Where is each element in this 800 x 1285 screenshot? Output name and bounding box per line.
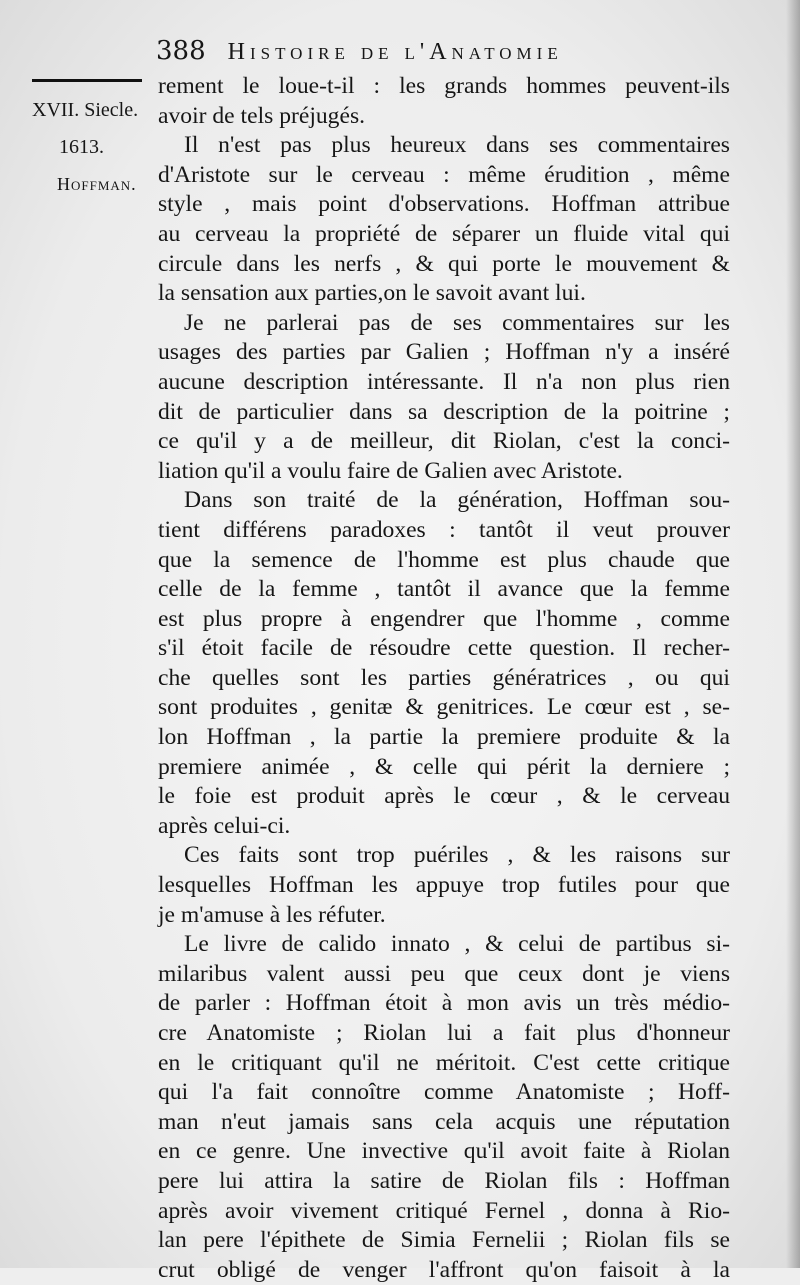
text-line: liation qu'il a voulu faire de Galien avec Aristote.	[158, 457, 623, 484]
text-line: Il n'est pas plus heureux dans ses commentaires	[184, 132, 730, 159]
text-line: cre Anatomiste ; Riolan lui a fait plus d'honneur	[158, 1020, 730, 1046]
text-line: est plus propre à engendrer que l'homme , comme	[158, 605, 730, 632]
text-line: Je ne parlerai pas de ses commentaires sur les	[184, 309, 730, 336]
text-line: qui l'a fait connoître comme Anatomiste ; Hoff-	[158, 1079, 730, 1106]
text-line: ce qu'il y a de meilleur, dit Riolan, c'est la conci-	[158, 428, 730, 455]
text-line: d'Aristote sur le cerveau : même érudition , même	[158, 161, 730, 188]
text-line: lesquelles Hoffman les appuye trop futiles pour que	[158, 872, 730, 899]
text-line: en le critiquant qu'il ne méritoit. C'est cette critique	[158, 1049, 730, 1076]
text-line: que la semence de l'homme est plus chaude que	[158, 546, 730, 573]
page-number: 388	[156, 36, 206, 66]
text-line: la sensation aux parties,on le savoit avant lui.	[158, 280, 586, 307]
text-line: s'il étoit facile de résoudre cette question. Il recher-	[158, 635, 730, 662]
page-header	[156, 36, 716, 72]
text-line: sont produites , genitæ & genitrices. Le cœur est , se-	[158, 694, 730, 721]
text-line: Ces faits sont trop puériles , & les raisons sur	[184, 842, 730, 869]
text-line: en ce genre. Une invective qu'il avoit faite à Riolan	[158, 1138, 730, 1165]
text-line: je m'amuse à les réfuter.	[158, 901, 386, 928]
text-line: pere lui attira la satire de Riolan fils : Hoffman	[158, 1167, 730, 1194]
text-line: aucune description intéressante. Il n'a non plus rien	[158, 368, 730, 395]
text-line: milaribus valent aussi peu que ceux dont je viens	[158, 960, 730, 987]
text-line: Le livre de calido innato , & celui de partibus si-	[184, 931, 730, 958]
margin-notes	[14, 92, 156, 203]
text-line: premiere animée , & celle qui périt la derniere ;	[158, 753, 730, 780]
text-line: crut obligé de venger l'affront qu'on faisoit à la	[158, 1256, 730, 1283]
text-line: Dans son traité de la génération, Hoffman sou-	[184, 487, 730, 514]
text-line: style , mais point d'observations. Hoffman attribue	[158, 191, 730, 218]
margin-century: XVII. Siecle.	[32, 99, 139, 121]
body-text	[158, 72, 730, 1285]
text-line: lon Hoffman , la partie la premiere produite & la	[158, 724, 730, 751]
text-line: le foie est produit après le cœur , & le cerveau	[158, 783, 730, 810]
text-line: lan pere l'épithete de Simia Fernelii ; Riolan fils se	[158, 1227, 730, 1254]
text-line: celle de la femme , tantôt il avance que la femme	[158, 576, 730, 603]
text-line: dit de particulier dans sa description de la poitrine ;	[158, 398, 730, 425]
text-line: après celui-ci.	[158, 812, 291, 839]
text-line: après avoir vivement critiqué Fernel , donna à Rio-	[158, 1197, 730, 1224]
text-line: rement le loue-t-il : les grands hommes peuvent-ils	[158, 73, 730, 99]
text-line: man n'eut jamais sans cela acquis une réputation	[158, 1108, 730, 1135]
margin-year: 1613.	[59, 136, 104, 158]
page-edge-shadow	[786, 0, 800, 1268]
text-line: circule dans les nerfs , & qui porte le mouvement &	[158, 250, 730, 277]
text-line: usages des parties par Galien ; Hoffman n'y a inséré	[158, 339, 730, 366]
text-line: avoir de tels préjugés.	[158, 102, 366, 129]
text-line: au cerveau la propriété de séparer un fluide vital qui	[158, 220, 730, 247]
text-line: che quelles sont les parties génératrices , ou qui	[158, 664, 730, 691]
text-line: de parler : Hoffman étoit à mon avis un très médio-	[158, 990, 730, 1017]
margin-name: Hoffman.	[57, 174, 137, 194]
text-line: tient différens paradoxes : tantôt il veut prouver	[158, 516, 730, 543]
margin-rule	[32, 79, 142, 82]
running-title: Histoire de l'Anatomie	[227, 39, 563, 65]
